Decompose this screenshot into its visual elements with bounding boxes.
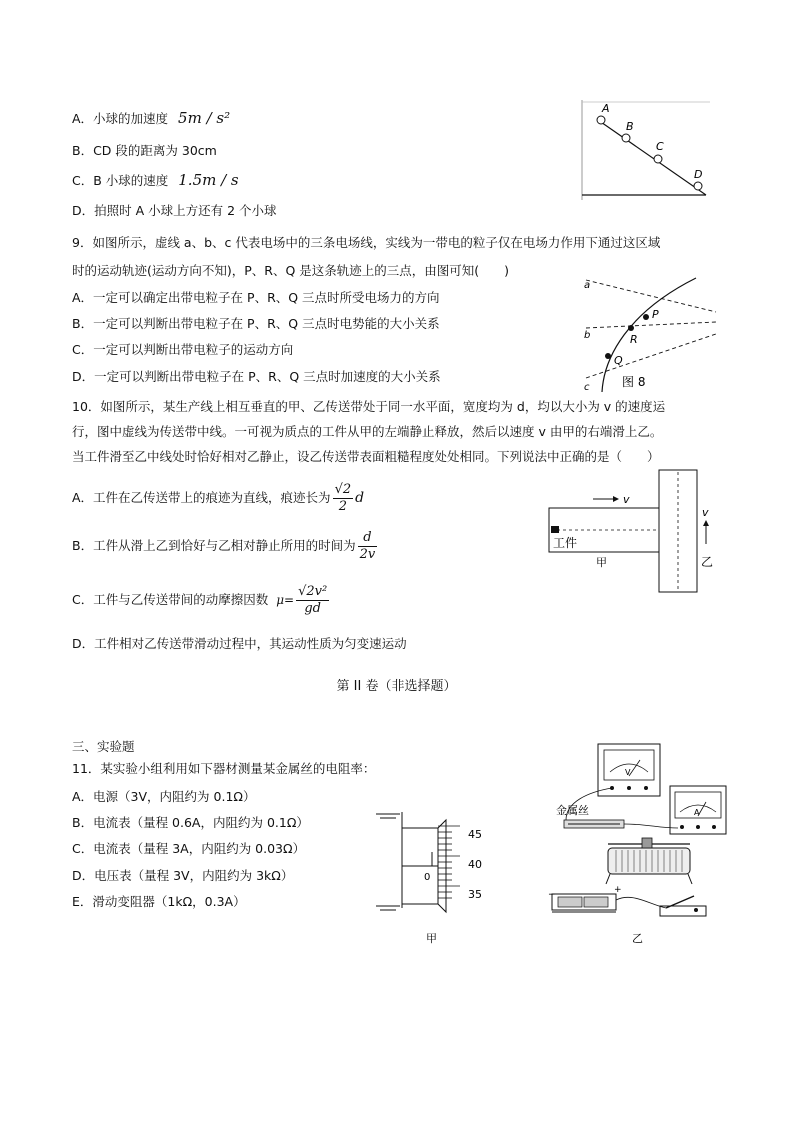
q11-option-b: B．电流表（量程 0.6A，内阻约为 0.1Ω） [72, 815, 309, 830]
q9-point-r: R [630, 333, 638, 346]
q10-fig-v-top: v [623, 493, 630, 506]
q8-incline-figure [580, 100, 712, 200]
battery-minus-icon: − [548, 890, 556, 900]
circuit-apparatus-figure [548, 742, 728, 947]
q10-stem-line3: 当工件滑至乙中线处时恰好相对乙静止，设乙传送带表面粗糙程度处处相同。下列说法中正确的是（ ） [72, 449, 660, 464]
q10-fig-yi: 乙 [701, 555, 714, 569]
voltmeter-letter: V [625, 768, 631, 777]
section-3-heading: 三、实验题 [72, 739, 135, 754]
micrometer-fig-label: 甲 [426, 932, 437, 945]
q9-fig-caption: 图 8 [622, 375, 646, 389]
q11-option-c: C．电流表（量程 3A，内阻约为 0.03Ω） [72, 841, 306, 856]
q9-option-d: D．一定可以判断出带电粒子在 P、R、Q 三点时加速度的大小关系 [72, 369, 441, 384]
q10-a-fraction: $\frac{√2}{2}$ [334, 482, 352, 514]
apparatus-fig-label: 乙 [632, 932, 643, 945]
q9-stem-line2: 时的运动轨迹(运动方向不知)，P、R、Q 是这条轨迹上的三点，由图可知( ) [72, 263, 510, 278]
q10-fig-workpiece: 工件 [553, 536, 578, 550]
q8-label-d: D [694, 168, 703, 181]
q9-line-b: b [584, 330, 591, 341]
q9-option-c: C．一定可以判断出带电粒子的运动方向 [72, 342, 294, 357]
micrometer-tick-45: 45 [468, 828, 482, 841]
q10-stem-line1: 10．如图所示，某生产线上相互垂直的甲、乙传送带处于同一水平面，宽度均为 d，均以大小为 v 的速度运 [72, 399, 666, 414]
q9-line-a: a [584, 280, 591, 291]
q9-field-figure [578, 272, 720, 394]
q11-stem: 11．某实验小组利用如下器材测量某金属丝的电阻率： [72, 761, 376, 776]
q8-option-a: A．小球的加速度 5m / s² [72, 109, 231, 127]
micrometer-figure [372, 808, 502, 948]
q10-stem-line2: 行，图中虚线为传送带中线。一可视为质点的工件从甲的左端静止释放，然后以速度 v 由甲的右端滑上乙。 [72, 424, 663, 439]
q8-label-a: A [602, 102, 610, 115]
q10-fig-jia: 甲 [596, 556, 607, 569]
q10-option-b: B．工件从滑上乙到恰好与乙相对静止所用的时间为 $\frac{d}{2v}$ [72, 530, 376, 562]
q9-point-q: Q [614, 354, 623, 367]
q8-c-math: 1.5m / s [178, 171, 239, 189]
micrometer-tick-35: 35 [468, 888, 482, 901]
q10-option-c: C．工件与乙传送带间的动摩擦因数 μ= $\frac{\text{√2v²}}{gd}$ [72, 584, 328, 616]
micrometer-zero: 0 [424, 872, 431, 883]
battery-plus-icon: + [614, 885, 622, 895]
q10-c-fraction: $\frac{\text{√2v²}}{gd}$ [298, 584, 328, 616]
q10-conveyor-figure [545, 468, 725, 598]
q8-a-math: 5m / s² [178, 109, 231, 127]
q10-option-d: D．工件相对乙传送带滑动过程中，其运动性质为匀变速运动 [72, 636, 407, 651]
q8-label-c: C [656, 140, 664, 153]
q11-option-d: D．电压表（量程 3V，内阻约为 3kΩ） [72, 868, 294, 883]
q8-option-b: B．CD 段的距离为 30cm [72, 143, 217, 158]
q8-label-b: B [626, 120, 634, 133]
micrometer-tick-40: 40 [468, 858, 482, 871]
q10-b-fraction: $\frac{d}{2v}$ [359, 530, 376, 562]
q10-fig-v-side: v [702, 506, 709, 519]
q8-option-c: C．B 小球的速度 1.5m / s [72, 171, 239, 189]
wire-label: 金属丝 [556, 804, 589, 817]
q11-option-a: A．电源（3V，内阻约为 0.1Ω） [72, 789, 256, 804]
section-ii-title: 第 II 卷（非选择题） [336, 679, 457, 694]
q9-option-a: A．一定可以确定出带电粒子在 P、R、Q 三点时所受电场力的方向 [72, 290, 440, 305]
q9-stem-line1: 9．如图所示，虚线 a、b、c 代表电场中的三条电场线，实线为一带电的粒子仅在电场力作用下通过这区域 [72, 235, 661, 250]
q9-line-c: c [584, 382, 590, 393]
ammeter-letter: A [694, 808, 700, 817]
q9-point-p: P [652, 308, 659, 321]
q9-option-b: B．一定可以判断出带电粒子在 P、R、Q 三点时电势能的大小关系 [72, 316, 440, 331]
q10-option-a: A．工件在乙传送带上的痕迹为直线，痕迹长为 $\frac{√2}{2}$ d [72, 482, 365, 514]
q8-option-d: D．拍照时 A 小球上方还有 2 个小球 [72, 203, 277, 218]
q11-option-e: E．滑动变阻器（1kΩ，0.3A） [72, 894, 246, 909]
